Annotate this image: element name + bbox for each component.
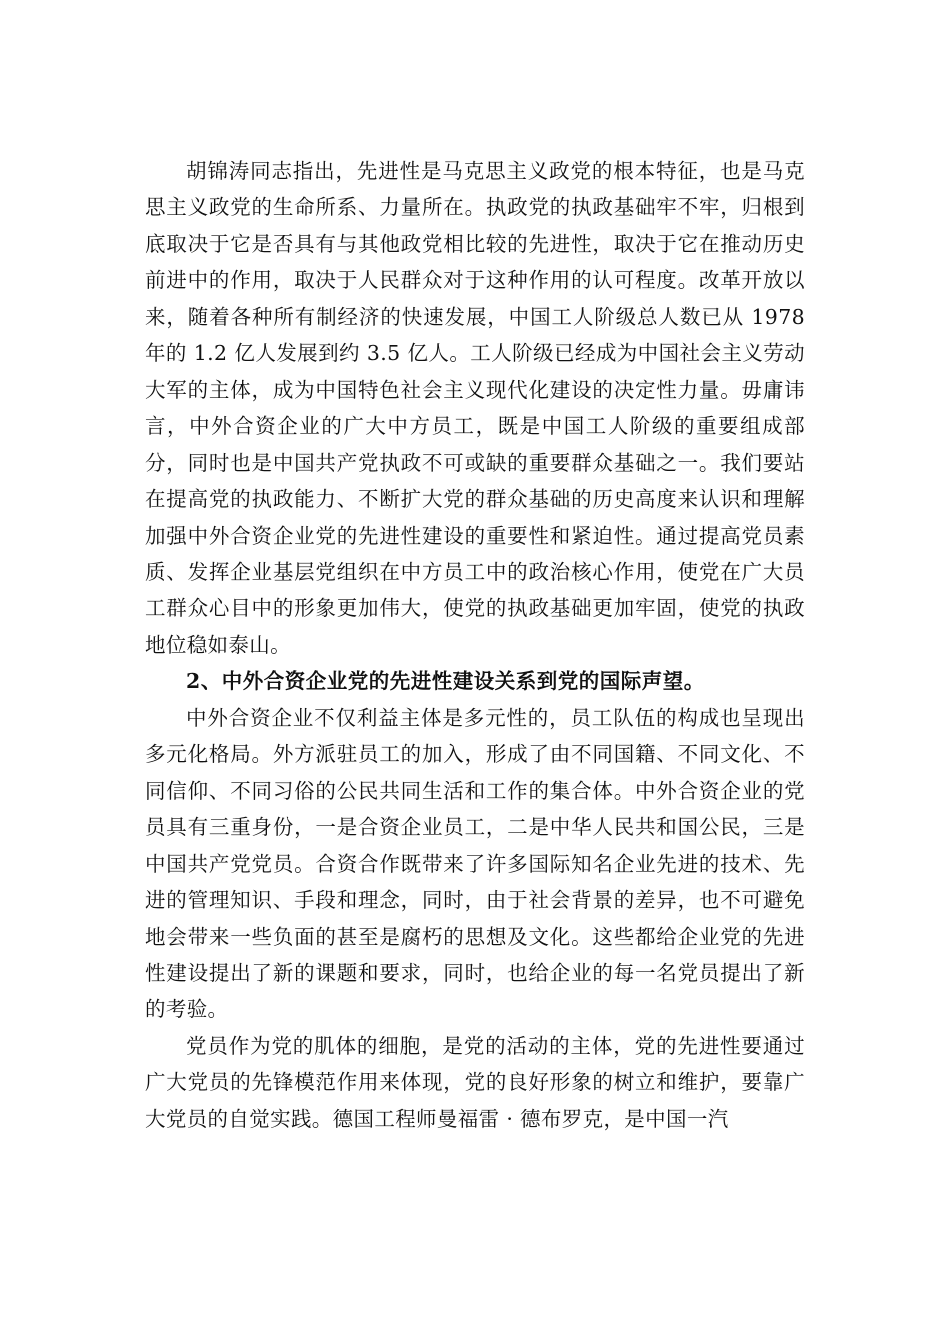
paragraph-joint-venture-diversity: 中外合资企业不仅利益主体是多元性的，员工队伍的构成也呈现出多元化格局。外方派驻员工的加入，形成了由不同国籍、不同文化、不同信仰、不同习俗的公民共同生活和工作的集合体。中外合资企业的党员具有三重身份，一是合资企业员工，二是中华人民共和国公民，三是中国共产党党员。合资合作既带来了许多国际知名企业先进的技术、先进的管理知识、手段和理念，同时，由于社会背景的差异，也不可避免地会带来一些负面的甚至是腐朽的思想及文化。这些都给企业党的先进性建设提出了新的课题和要求，同时，也给企业的每一名党员提出了新的考验。 <box>145 705 805 1022</box>
paragraph-advancedness-ruling-foundation: 胡锦涛同志指出，先进性是马克思主义政党的根本特征，也是马克思主义政党的生命所系、力量所在。执政党的执政基础牢不牢，归根到底取决于它是否具有与其他政党相比较的先进性，取决于它在推动历史前进中的作用，取决于人民群众对于这种作用的认可程度。改革开放以来，随着各种所有制经济的快速发展，中国工人阶级总人数已从 1978 年的 1.2 亿人发展到约 3.5 亿人。工人阶级已经成为中国社会主义劳动大军的主体，成为中国特色社会主义现代化建设的决定性力量。毋庸讳言，中外合资企业的广大中方员工，既是中国工人阶级的重要组成部分，同时也是中国共产党执政不可或缺的重要群众基础之一。我们要站在提高党的执政能力、不断扩大党的群众基础的历史高度来认识和理解加强中外合资企业党的先进性建设的重要性和紧迫性。通过提高党员素质、发挥企业基层党组织在中方员工中的政治核心作用，使党在广大员工群众心目中的形象更加伟大，使党的执政基础更加牢固，使党的执政地位稳如泰山。 <box>145 159 805 657</box>
document-body <box>145 153 805 1137</box>
paragraph-party-members-role: 党员作为党的肌体的细胞，是党的活动的主体，党的先进性要通过广大党员的先锋模范作用来体现，党的良好形象的树立和维护，要靠广大党员的自觉实践。德国工程师曼福雷 · 德布罗克，是中国一汽 <box>145 1033 805 1131</box>
section-heading-international-prestige: 2、中外合资企业党的先进性建设关系到党的国际声望。 <box>186 669 705 694</box>
